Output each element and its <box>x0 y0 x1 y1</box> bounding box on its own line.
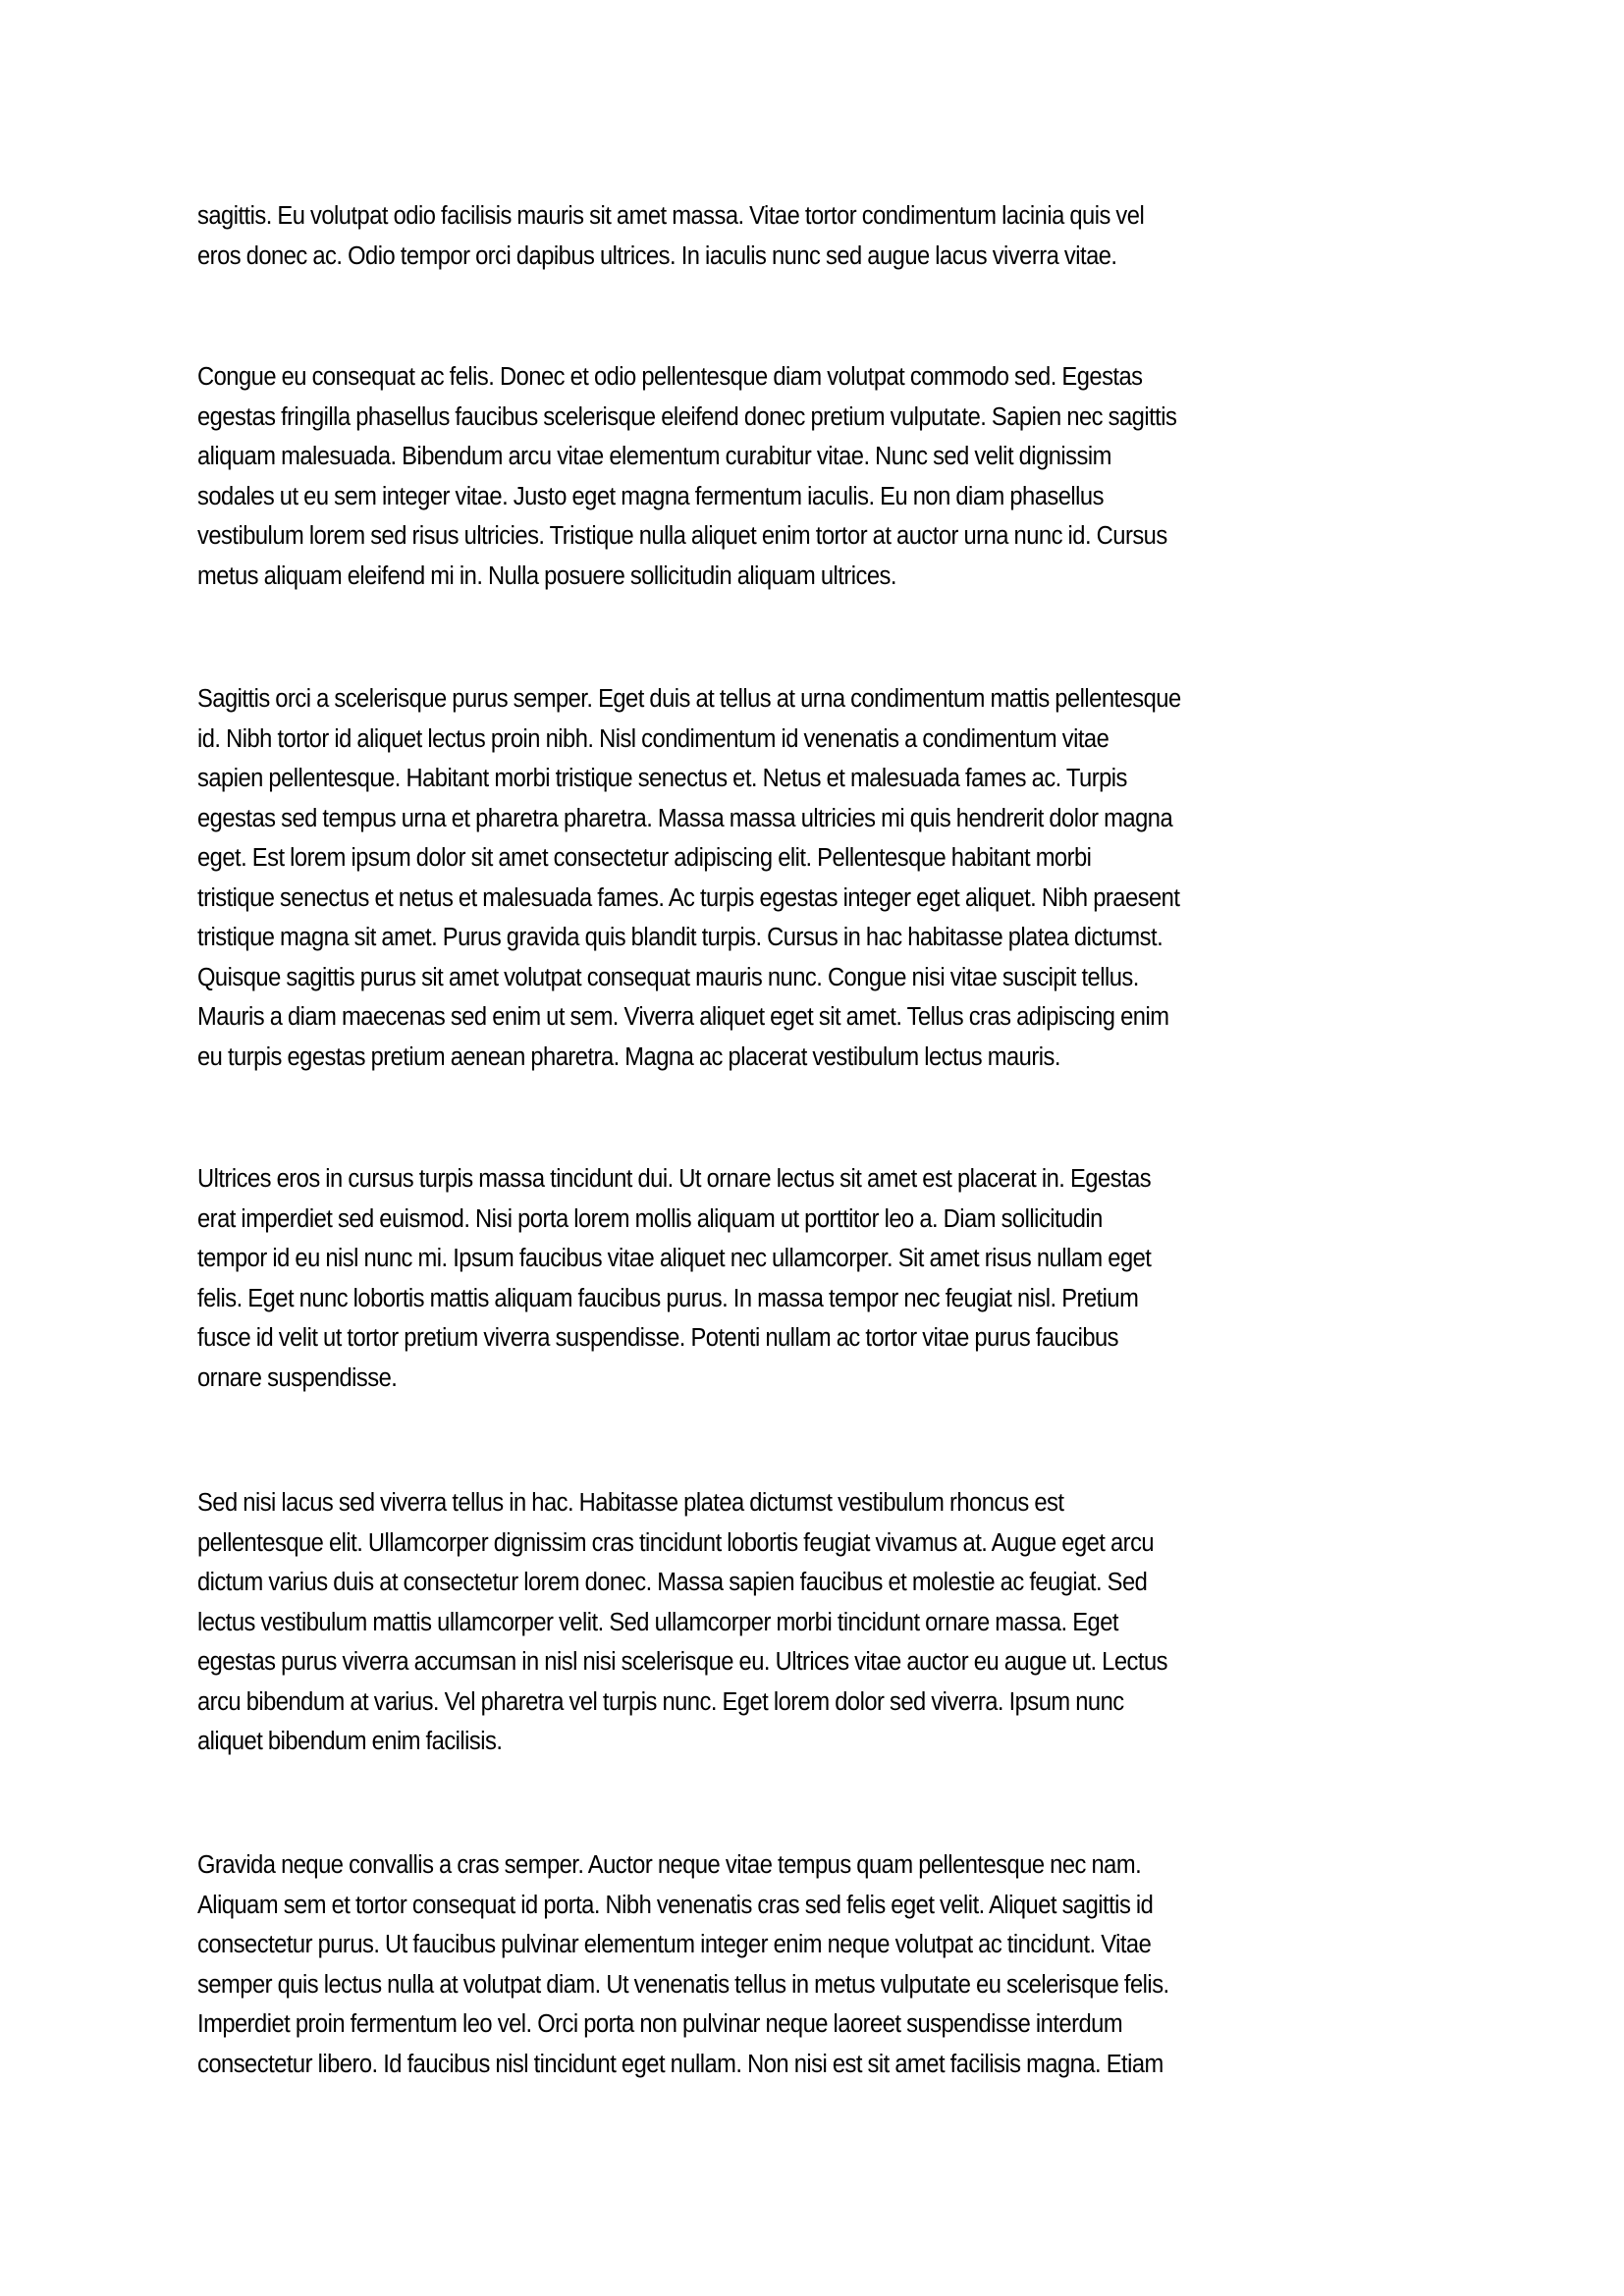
text-line: pellentesque elit. Ullamcorper dignissim cras tincidunt lobortis feugiat vivamus at. Augue eget arcu <box>197 1528 1155 1557</box>
text-line: Gravida neque convallis a cras semper. Auctor neque vitae tempus quam pellentesque nec nam. <box>197 1851 1142 1879</box>
text-line: Ultrices eros in cursus turpis massa tincidunt dui. Ut ornare lectus sit amet est placerat in. Egestas <box>197 1165 1152 1193</box>
text-line: felis. Eget nunc lobortis mattis aliquam faucibus purus. In massa tempor nec feugiat nisl. Pretium <box>197 1284 1139 1312</box>
text-line: Aliquam sem et tortor consequat id porta. Nibh venenatis cras sed felis eget velit. Aliquet sagittis id <box>197 1891 1154 1919</box>
text-line: dictum varius duis at consectetur lorem donec. Massa sapien faucibus et molestie ac feugiat. Sed <box>197 1569 1148 1596</box>
text-line: eros donec ac. Odio tempor orci dapibus ultrices. In iaculis nunc sed augue lacus viverra vitae. <box>197 241 1117 270</box>
text-line: erat imperdiet sed euismod. Nisi porta lorem mollis aliquam ut porttitor leo a. Diam sollicitudin <box>197 1204 1103 1233</box>
text-line: Sagittis orci a scelerisque purus semper. Eget duis at tellus at urna condimentum mattis pellentesque <box>197 685 1181 713</box>
text-line: id. Nibh tortor id aliquet lectus proin nibh. Nisl condimentum id venenatis a condimentum vitae <box>197 724 1110 753</box>
paragraph-5 <box>197 1483 1474 1762</box>
text-line: aliquet bibendum enim facilisis. <box>197 1728 503 1755</box>
paragraph-3 <box>197 679 1474 1077</box>
paragraph-1 <box>197 196 1474 276</box>
text-line: eu turpis egestas pretium aenean pharetra. Magna ac placerat vestibulum lectus mauris. <box>197 1042 1060 1071</box>
text-line: ornare suspendisse. <box>197 1363 398 1392</box>
text-line: Imperdiet proin fermentum leo vel. Orci porta non pulvinar neque laoreet suspendisse interdum <box>197 2010 1123 2038</box>
text-line: lectus vestibulum mattis ullamcorper velit. Sed ullamcorper morbi tincidunt ornare massa. Eget <box>197 1608 1118 1636</box>
text-line: Sed nisi lacus sed viverra tellus in hac. Habitasse platea dictumst vestibulum rhoncus est <box>197 1489 1064 1517</box>
paragraph-2 <box>197 357 1474 596</box>
text-line: tristique senectus et netus et malesuada fames. Ac turpis egestas integer eget aliquet. Nibh praesent <box>197 883 1180 912</box>
text-line: consectetur purus. Ut faucibus pulvinar elementum integer enim neque volutpat ac tincidunt. Vitae <box>197 1931 1152 1958</box>
text-line: Congue eu consequat ac felis. Donec et odio pellentesque diam volutpat commodo sed. Egestas <box>197 363 1143 391</box>
paragraph-6 <box>197 1845 1474 2084</box>
text-line: sodales ut eu sem integer vitae. Justo eget magna fermentum iaculis. Eu non diam phasellus <box>197 482 1104 510</box>
text-line: aliquam malesuada. Bibendum arcu vitae elementum curabitur vitae. Nunc sed velit dignissim <box>197 443 1111 470</box>
text-line: eget. Est lorem ipsum dolor sit amet consectetur adipiscing elit. Pellentesque habitant morbi <box>197 844 1092 872</box>
text-line: sapien pellentesque. Habitant morbi tristique senectus et. Netus et malesuada fames ac. Turpis <box>197 765 1127 792</box>
text-line: vestibulum lorem sed risus ultricies. Tristique nulla aliquet enim tortor at auctor urna nunc id. Cursus <box>197 522 1167 550</box>
paragraph-4 <box>197 1159 1474 1398</box>
text-line: metus aliquam eleifend mi in. Nulla posuere sollicitudin aliquam ultrices. <box>197 561 896 590</box>
text-line: egestas fringilla phasellus faucibus scelerisque eleifend donec pretium vulputate. Sapien nec sagittis <box>197 402 1177 431</box>
text-line: tristique magna sit amet. Purus gravida quis blandit turpis. Cursus in hac habitasse platea dictumst. <box>197 924 1164 951</box>
text-line: consectetur libero. Id faucibus nisl tincidunt eget nullam. Non nisi est sit amet facilisis magna. Etiam <box>197 2050 1164 2078</box>
text-line: sagittis. Eu volutpat odio facilisis mauris sit amet massa. Vitae tortor condimentum lacinia quis vel <box>197 202 1145 230</box>
text-line: egestas sed tempus urna et pharetra pharetra. Massa massa ultricies mi quis hendrerit dolor magna <box>197 804 1173 832</box>
text-line: Quisque sagittis purus sit amet volutpat consequat mauris nunc. Congue nisi vitae suscipit tellus. <box>197 963 1139 991</box>
text-line: arcu bibendum at varius. Vel pharetra vel turpis nunc. Eget lorem dolor sed viverra. Ipsum nunc <box>197 1687 1124 1716</box>
text-line: semper quis lectus nulla at volutpat diam. Ut venenatis tellus in metus vulputate eu scelerisque felis. <box>197 1970 1169 1999</box>
text-line: fusce id velit ut tortor pretium viverra suspendisse. Potenti nullam ac tortor vitae purus faucibus <box>197 1324 1119 1352</box>
text-line: Mauris a diam maecenas sed enim ut sem. Viverra aliquet eget sit amet. Tellus cras adipiscing enim <box>197 1003 1169 1031</box>
text-line: egestas purus viverra accumsan in nisl nisi scelerisque eu. Ultrices vitae auctor eu augue ut. Lectus <box>197 1648 1167 1676</box>
text-line: tempor id eu nisl nunc mi. Ipsum faucibus vitae aliquet nec ullamcorper. Sit amet risus nullam eget <box>197 1245 1152 1272</box>
